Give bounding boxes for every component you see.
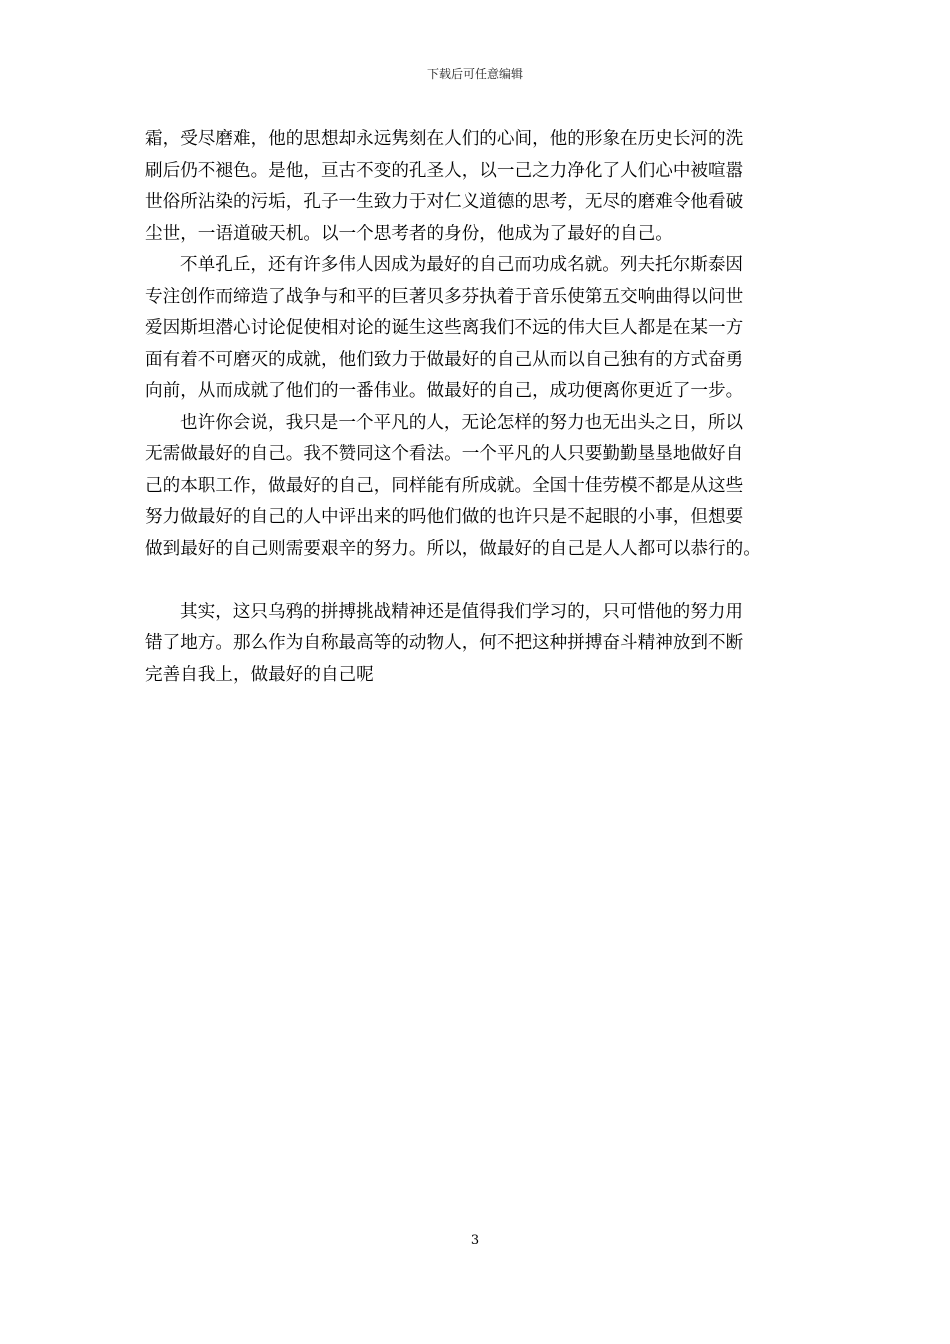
paragraph-3 xyxy=(145,408,817,566)
text-line: 世俗所沾染的污垢，孔子一生致力于对仁义道德的思考，无尽的磨难令他看破 xyxy=(145,192,744,212)
text-line: 尘世，一语道破天机。以一个思考者的身份，他成为了最好的自己。 xyxy=(145,223,673,244)
page-header: 下载后可任意编辑 xyxy=(426,67,523,81)
text-line: 专注创作而缔造了战争与和平的巨著贝多芬执着于音乐使第五交响曲得以问世 xyxy=(145,286,744,307)
paragraph-2 xyxy=(145,250,817,408)
text-line: 努力做最好的自己的人中评出来的吗他们做的也许只是不起眼的小事，但想要 xyxy=(145,507,744,527)
document-body xyxy=(145,124,817,691)
text-line: 做到最好的自己则需要艰辛的努力。所以，做最好的自己是人人都可以恭行的。 xyxy=(145,538,761,559)
text-line: 错了地方。那么作为自称最高等的动物人，何不把这种拼搏奋斗精神放到不断 xyxy=(145,633,744,653)
paragraph-spacer xyxy=(145,565,817,597)
text-line: 无需做最好的自己。我不赞同这个看法。一个平凡的人只要勤勤垦垦地做好自 xyxy=(145,444,744,464)
text-line: 霜，受尽磨难，他的思想却永远隽刻在人们的心间，他的形象在历史长河的洗 xyxy=(145,129,744,149)
text-line: 其实，这只乌鸦的拼搏挑战精神还是值得我们学习的，只可惜他的努力用 xyxy=(180,601,744,622)
text-line: 不单孔丘，还有许多伟人因成为最好的自己而功成名就。列夫托尔斯泰因 xyxy=(180,255,744,275)
text-line: 刷后仍不褪色。是他，亘古不变的孔圣人，以一己之力净化了人们心中被喧嚣 xyxy=(145,160,744,181)
text-line: 面有着不可磨灭的成就，他们致力于做最好的自己从而以自己独有的方式奋勇 xyxy=(145,349,744,370)
page-number: 3 xyxy=(470,1233,480,1248)
text-line: 完善自我上，做最好的自己呢 xyxy=(145,664,374,685)
text-line: 向前，从而成就了他们的一番伟业。做最好的自己，成功便离你更近了一步。 xyxy=(145,381,744,401)
paragraph-1 xyxy=(145,124,817,250)
text-line: 爱因斯坦潜心讨论促使相对论的诞生这些离我们不远的伟大巨人都是在某一方 xyxy=(145,318,744,338)
text-line: 己的本职工作，做最好的自己，同样能有所成就。全国十佳劳模不都是从这些 xyxy=(145,475,744,496)
paragraph-4 xyxy=(145,597,817,692)
text-line: 也许你会说，我只是一个平凡的人，无论怎样的努力也无出头之日，所以 xyxy=(180,412,744,433)
